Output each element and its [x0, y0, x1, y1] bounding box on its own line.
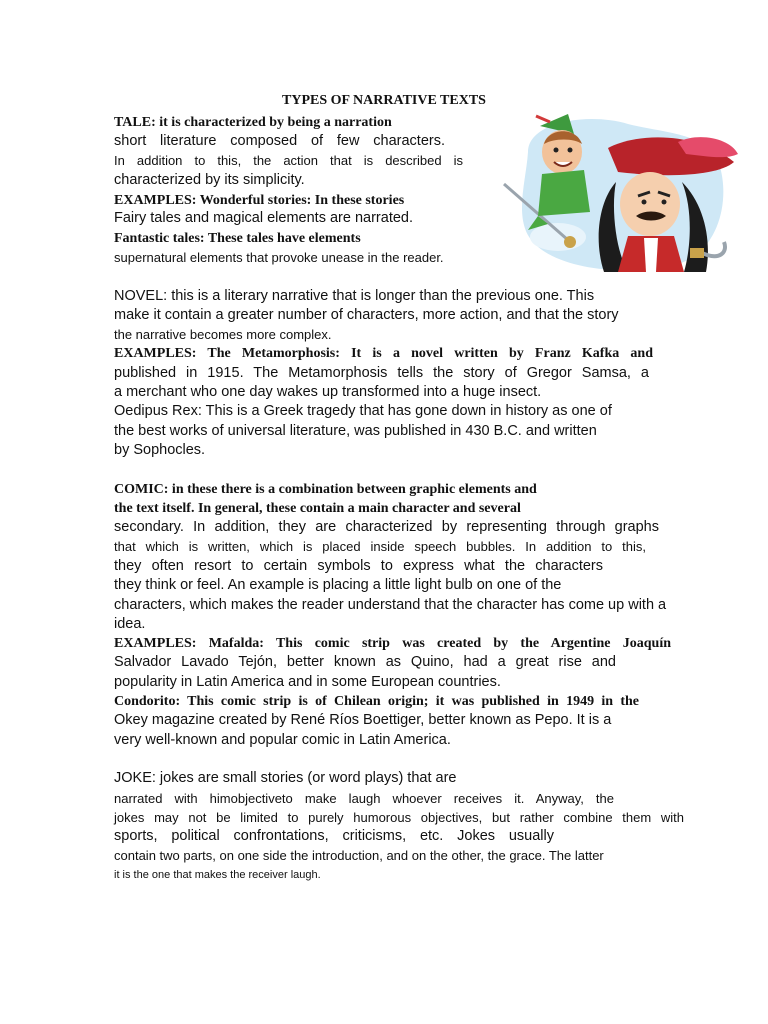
text-line: characters, which makes the reader understand that the character has come up with a: [114, 597, 667, 613]
text-line: jokes may not be limited to purely humorous objectives, but rather combine them with: [114, 810, 684, 825]
text-line: published in 1915. The Metamorphosis tells the story of Gregor Samsa, a: [114, 365, 649, 381]
text-line: that which is written, which is placed inside speech bubbles. In addition to this,: [114, 539, 646, 554]
text-line: characterized by its simplicity.: [114, 172, 305, 188]
text-line: sports, political confrontations, criticisms, etc. Jokes usually: [114, 828, 554, 844]
text-line: by Sophocles.: [114, 442, 206, 458]
text-line: they often resort to certain symbols to express what the characters: [114, 558, 603, 574]
text-line: the narrative becomes more complex.: [114, 327, 332, 342]
text-line: secondary. In addition, they are characterized by representing through graphs: [114, 519, 659, 535]
text-line: Fantastic tales: These tales have elements: [114, 231, 361, 246]
text-line: EXAMPLES: Mafalda: This comic strip was created by the Argentine Joaquín: [114, 636, 671, 651]
text-line: supernatural elements that provoke unease in the reader.: [114, 250, 444, 265]
text-line: JOKE: jokes are small stories (or word plays) that are: [114, 770, 457, 786]
page-title: TYPES OF NARRATIVE TEXTS: [282, 93, 486, 108]
text-line: EXAMPLES: Wonderful stories: In these stories: [114, 193, 405, 208]
text-line: COMIC: in these there is a combination between graphic elements and: [114, 482, 537, 497]
text-line: the best works of universal literature, was published in 430 B.C. and written: [114, 423, 597, 439]
text-line: EXAMPLES: The Metamorphosis: It is a novel written by Franz Kafka and: [114, 346, 653, 361]
text-line: Salvador Lavado Tejón, better known as Quino, had a great rise and: [114, 654, 616, 670]
text-line: Condorito: This comic strip is of Chilean origin; it was published in 1949 in the: [114, 694, 639, 709]
text-line: NOVEL: this is a literary narrative that is longer than the previous one. This: [114, 288, 595, 304]
text-line: popularity in Latin America and in some European countries.: [114, 674, 501, 690]
text-line: the text itself. In general, these contain a main character and several: [114, 501, 521, 516]
text-line: it is the one that makes the receiver laugh.: [114, 869, 321, 881]
text-line: idea.: [114, 616, 146, 632]
text-line: In addition to this, the action that is described is: [114, 153, 463, 168]
text-line: Oedipus Rex: This is a Greek tragedy that has gone down in history as one of: [114, 403, 612, 419]
text-line: they think or feel. An example is placing a little light bulb on one of the: [114, 577, 562, 593]
text-line: short literature composed of few characters.: [114, 133, 445, 149]
text-line: TALE: it is characterized by being a narration: [114, 115, 392, 130]
text-line: Okey magazine created by René Ríos Boettiger, better known as Pepo. It is a: [114, 712, 612, 728]
text-line: a merchant who one day wakes up transformed into a huge insect.: [114, 384, 542, 400]
text-line: contain two parts, on one side the introduction, and on the other, the grace. The latter: [114, 848, 604, 863]
text-line: make it contain a greater number of characters, more action, and that the story: [114, 307, 619, 323]
text-line: Fairy tales and magical elements are narrated.: [114, 210, 414, 226]
text-line: narrated with himobjectiveto make laugh whoever receives it. Anyway, the: [114, 791, 614, 806]
peter-pan-and-captain-hook-illustration: [498, 112, 740, 272]
text-line: very well-known and popular comic in Latin America.: [114, 732, 451, 748]
